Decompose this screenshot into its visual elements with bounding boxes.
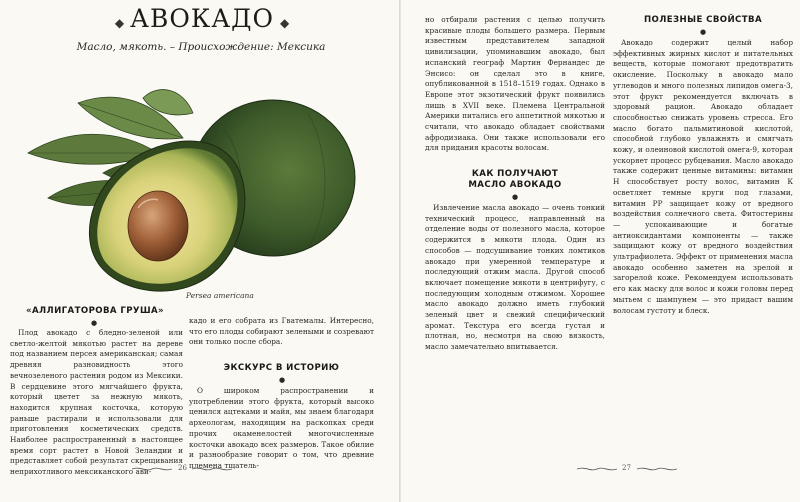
- flourish-ornament-icon: [132, 466, 172, 472]
- section-heading-history: ЭКСКУРС В ИСТОРИЮ: [223, 363, 340, 373]
- bullet-ornament-icon: ●: [512, 193, 519, 201]
- paragraph: Плод авокадо с бледно-зеленой или светло-желтой мякотью растет на дереве под названием персея американская; самая древняя разновидность этого вечнозеленого растения родом из Мексики. В сердцевине этого мягчайшего фрукта, который цветет за нежную мякоть, находится крупная косточка, которую раньше растирали и использовали для приготовления косметических средств. Наиболее распространенный в настоящее время сорт растет в Новой Зеландии и представляет собой результат скрещивания неприхотливого мексиканского ави-: [10, 328, 183, 477]
- paragraph: кадо и его собрата из Гватемалы. Интересно, что его плоды собирают зелеными и созревают они только после сбора.: [189, 316, 374, 347]
- text-column-3-section: [425, 203, 605, 353]
- diamond-ornament-icon: ◆: [114, 15, 125, 30]
- left-page: [0, 0, 399, 502]
- diamond-ornament-icon: ◆: [279, 15, 290, 30]
- bullet-ornament-icon: ●: [91, 319, 98, 327]
- section-heading-properties: ПОЛЕЗНЫЕ СВОЙСТВА: [643, 15, 763, 25]
- paragraph: но отбирали растения с целью получить красивые плоды большего размера. Первым известным представителем западной цивилизации, упоминавшим авокадо, был испанский географ Мартин Фернандес де Энсисо: он сделал это в книге, опубликованной в 1518–1519 годах. Однако в Европе этот экзотический фрукт появились лишь в XVII веке. Племена Центральной Америки питались его аппетитной мякотью и считали, что авокадо обладает свойствами афродизиака. Они также использовали его для придания красоты волосам.: [425, 15, 605, 153]
- page-subtitle: Масло, мякоть. – Происхождение: Мексика: [76, 41, 326, 53]
- right-page: [401, 0, 800, 502]
- section-heading-extraction-line2: МАСЛО АВОКАДО: [468, 180, 562, 190]
- flourish-ornament-icon: [577, 466, 617, 472]
- text-column-4: [613, 38, 793, 316]
- bullet-ornament-icon: ●: [700, 28, 707, 36]
- illustration-caption: Persea americana: [186, 291, 254, 300]
- text-column-3: [425, 15, 605, 154]
- bullet-ornament-icon: ●: [279, 376, 286, 384]
- text-column-2-section: [189, 386, 374, 472]
- page-number: 27: [622, 464, 631, 472]
- text-column-1: [10, 328, 183, 478]
- text-column-2: [189, 316, 374, 348]
- page-number: 26: [178, 464, 187, 472]
- flourish-ornament-icon: [637, 466, 677, 472]
- section-heading-extraction-line1: КАК ПОЛУЧАЮТ: [471, 169, 559, 179]
- paragraph: Извлечение масла авокадо — очень тонкий технический процесс, направленный на отделение воды от полезного масла, которое содержится в мякоти плода. Один из способов — подсушивание тонких ломтиков авокадо при умеренной температуре и последующий отжим масла. Другой способ включает помещение мякоти в центрифугу, с последующим холодным отжимом. Хорошее масло авокадо должно иметь глубокий зеленый цвет и свежий специфический аромат. Текстура его всегда густая и плотная, но, несмотря на свою вязкость, масло замечательно впитывается.: [425, 203, 605, 352]
- paragraph: О широком распространении и употреблении этого фрукта, который высоко ценился ацтеками и майя, мы знаем благодаря археологам, находящим на раскопках среди прочих окаменелостей многочисленные косточки авокадо всех размеров. Такое обилие и разнообразие говорит о том, что древние племена тщатель-: [189, 386, 374, 470]
- title-block: [92, 4, 312, 33]
- avocado-illustration: [8, 58, 398, 308]
- flourish-ornament-icon: [192, 466, 232, 472]
- avocado-pit-icon: [128, 191, 188, 261]
- section-heading-alligator-pear: «АЛЛИГАТОРОВА ГРУША»: [26, 306, 164, 316]
- paragraph: Авокадо содержит целый набор эффективных жирных кислот и питательных веществ, которые помогают предотвратить окисление. Поскольку в авокадо мало углеводов и много полезных липидов омега-3, этот фрукт рекомендуется включать в здоровый рацион. Авокадо обладает способностью снижать уровень стресса. Его масло богато пальмитиновой кислотой, способной глубоко увлажнять и смягчать кожу, и олеиновой кислотой омега-9, которая ускоряет процесс рубцевания. Масло авокадо также содержит ценные витамины: витамин Н способствует росту волос, витамин К осветляет темные круги под глазами, витамин РР защищает кожу от вредного воздействия солнечного света. Фитостерины — успокаивающие и богатые антиоксидантами компоненты — также защищают кожу от вредного воздействия ультрафиолета. Эффект от применения масла авокадо особенно заметен на зрелой и загорелой коже. Рекомендуем использовать его как маску для волос и кожи головы перед мытьем с шампунем — это придаст вашим волосам густоту и блеск.: [613, 38, 793, 315]
- page-title: АВОКАДО: [130, 4, 274, 33]
